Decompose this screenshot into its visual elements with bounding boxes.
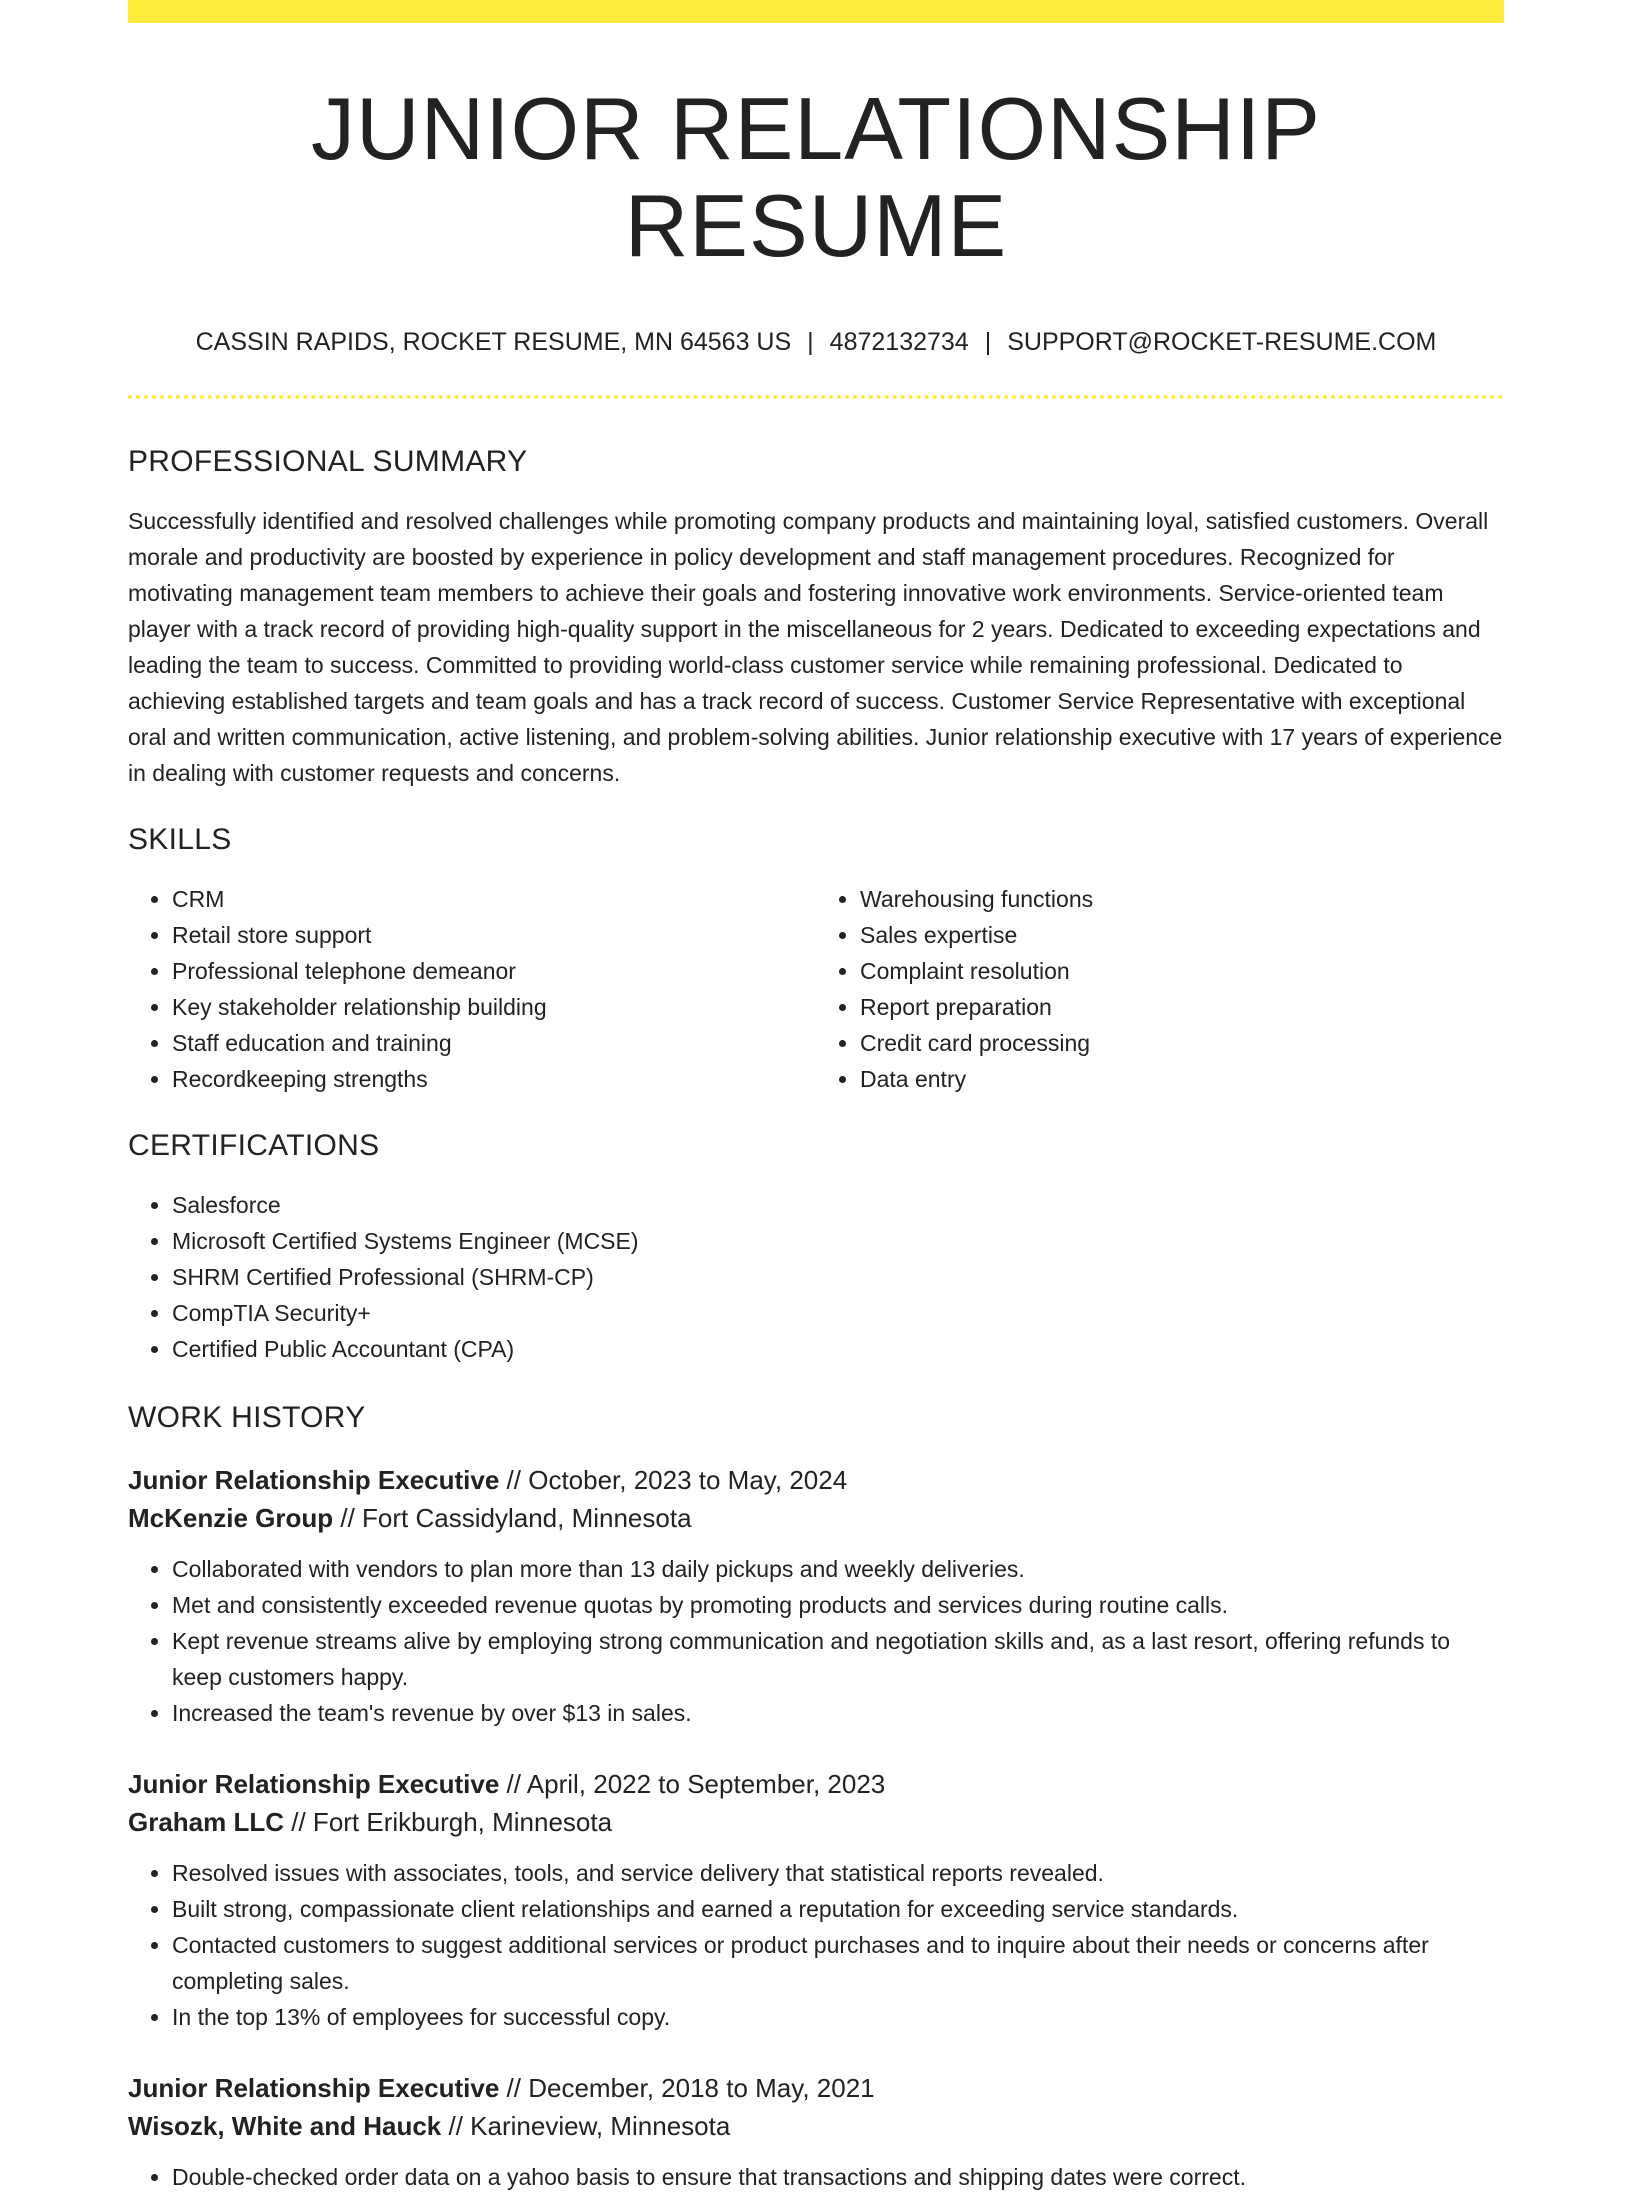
- job-company: Wisozk, White and Hauck: [128, 2110, 442, 2141]
- job-bullet: • Increased the team's revenue by over $13 in sales.: [172, 1695, 1504, 1731]
- job-role-line: [128, 1765, 1504, 1803]
- skills-heading: SKILLS: [128, 822, 232, 856]
- job-role-line: [128, 2069, 1504, 2107]
- job-company: McKenzie Group: [128, 1502, 334, 1533]
- certification-item: • Certified Public Accountant (CPA): [172, 1331, 1504, 1367]
- skills-columns: [128, 881, 1504, 1097]
- job-role: Junior Relationship Executive: [128, 1768, 500, 1799]
- certification-item: • SHRM Certified Professional (SHRM-CP): [172, 1259, 1504, 1295]
- job-location: // Fort Erikburgh, Minnesota: [291, 1806, 613, 1837]
- job-bullets: [128, 1855, 1504, 2035]
- contact-phone: 4872132734: [829, 327, 969, 356]
- job-entry: [128, 1765, 1504, 2035]
- skill-item: • Professional telephone demeanor: [172, 953, 816, 989]
- job-dates: // April, 2022 to September, 2023: [506, 1768, 886, 1799]
- skill-item: • Credit card processing: [860, 1025, 1504, 1061]
- job-bullet: • Resolved issues with associates, tools, and service delivery that statistical reports revealed.: [172, 1855, 1504, 1891]
- job-company-line: [128, 1803, 1504, 1841]
- job-entry: [128, 2069, 1504, 2195]
- skill-item: • Report preparation: [860, 989, 1504, 1025]
- skill-item: • Warehousing functions: [860, 881, 1504, 917]
- dotted-divider: [128, 395, 1504, 399]
- skill-item: • Sales expertise: [860, 917, 1504, 953]
- top-accent-bar: [128, 0, 1504, 23]
- skills-list-left: [128, 881, 816, 1097]
- job-bullets: [128, 1551, 1504, 1731]
- job-company-line: [128, 2107, 1504, 2145]
- job-company-line: [128, 1499, 1504, 1537]
- job-role: Junior Relationship Executive: [128, 2072, 500, 2103]
- contact-address: CASSIN RAPIDS, ROCKET RESUME, MN 64563 US: [195, 327, 792, 356]
- summary-heading: PROFESSIONAL SUMMARY: [128, 444, 528, 478]
- job-dates: // December, 2018 to May, 2021: [506, 2072, 875, 2103]
- job-company: Graham LLC: [128, 1806, 285, 1837]
- skill-item: • Staff education and training: [172, 1025, 816, 1061]
- job-location: // Fort Cassidyland, Minnesota: [340, 1502, 692, 1533]
- certification-item: • CompTIA Security+: [172, 1295, 1504, 1331]
- job-location: // Karineview, Minnesota: [448, 2110, 731, 2141]
- job-bullet: • In the top 13% of employees for successful copy.: [172, 1999, 1504, 2035]
- resume-page: [128, 0, 1504, 2195]
- skill-item: • Recordkeeping strengths: [172, 1061, 816, 1097]
- job-role: Junior Relationship Executive: [128, 1464, 500, 1495]
- job-dates: // October, 2023 to May, 2024: [506, 1464, 848, 1495]
- contact-separator: |: [807, 327, 814, 356]
- skills-list-right: [816, 881, 1504, 1097]
- certification-item: • Microsoft Certified Systems Engineer (MCSE): [172, 1223, 1504, 1259]
- job-entry: [128, 1461, 1504, 1731]
- resume-title: JUNIOR RELATIONSHIP RESUME: [311, 79, 1321, 275]
- skill-item: • CRM: [172, 881, 816, 917]
- job-bullets: [128, 2159, 1504, 2195]
- job-role-line: [128, 1461, 1504, 1499]
- job-bullet: • Kept revenue streams alive by employing strong communication and negotiation skills and, as a last resort, offering refunds to keep customers happy.: [172, 1623, 1504, 1695]
- work-history-heading: WORK HISTORY: [128, 1400, 366, 1434]
- contact-separator: |: [984, 327, 992, 356]
- job-bullet: • Built strong, compassionate client relationships and earned a reputation for exceeding service standards.: [172, 1891, 1504, 1927]
- skill-item: • Complaint resolution: [860, 953, 1504, 989]
- job-bullet: • Contacted customers to suggest additional services or product purchases and to inquire about their needs or concerns after completing sales.: [172, 1927, 1504, 1999]
- skill-item: • Key stakeholder relationship building: [172, 989, 816, 1025]
- certification-item: • Salesforce: [172, 1187, 1504, 1223]
- certifications-heading: CERTIFICATIONS: [128, 1128, 380, 1162]
- job-bullet: • Collaborated with vendors to plan more than 13 daily pickups and weekly deliveries.: [172, 1551, 1504, 1587]
- contact-line: [128, 327, 1504, 357]
- contact-email: SUPPORT@ROCKET-RESUME.COM: [1007, 327, 1437, 356]
- job-bullet: • Met and consistently exceeded revenue quotas by promoting products and services during routine calls.: [172, 1587, 1504, 1623]
- certifications-list: [128, 1187, 1504, 1367]
- skill-item: • Retail store support: [172, 917, 816, 953]
- summary-text: Successfully identified and resolved challenges while promoting company products and maintaining loyal, satisfied customers. Overall morale and productivity are boosted by experience in policy development and staff management procedures. Recognized for motivating management team members to achieve their goals and fostering innovative work environments. Service-oriented team player with a track record of providing high-quality support in the miscellaneous for 2 years. Dedicated to exceeding expectations and leading the team to success. Committed to providing world-class customer service while remaining professional. Dedicated to achieving established targets and team goals and has a track record of success. Customer Service Representative with exceptional oral and written communication, active listening, and problem-solving abilities. Junior relationship executive with 17 years of experience in dealing with customer requests and concerns.: [128, 507, 1503, 786]
- job-bullet: • Double-checked order data on a yahoo basis to ensure that transactions and shipping dates were correct.: [172, 2159, 1504, 2195]
- skill-item: • Data entry: [860, 1061, 1504, 1097]
